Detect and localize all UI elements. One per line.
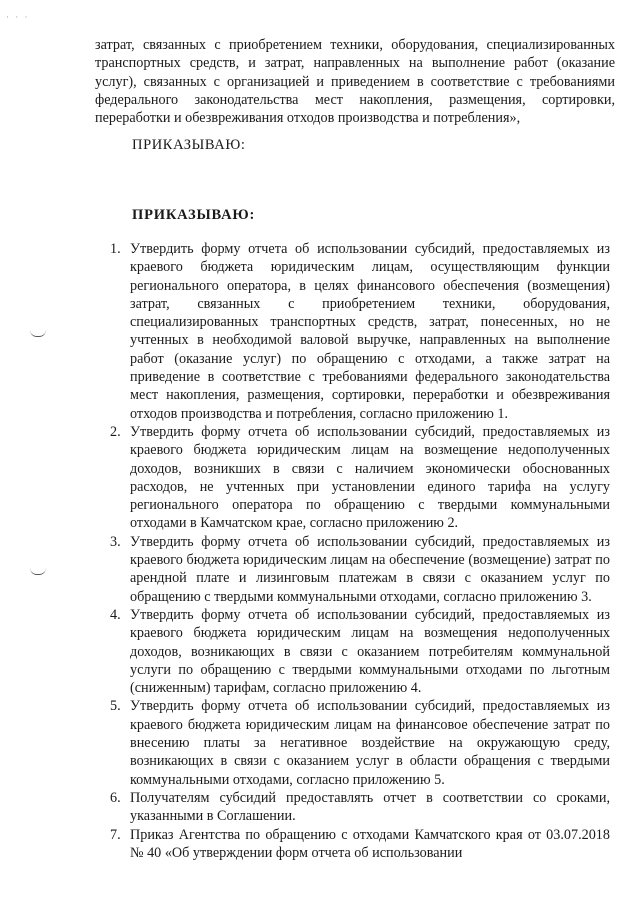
item-number: 4.: [110, 606, 121, 623]
item-text: Утвердить форму отчета об использовании субсидий, предоставляемых из краевого бюджета юридическим лицам на финансовое обеспечение затрат по внесению платы за негативное воздействие на окружающую среду, возникающих в связи с оказанием услуг в области обращения с твердыми коммунальными отходами, согласно приложению 5.: [130, 698, 610, 788]
item-number: 3.: [110, 533, 121, 550]
order-item: [0, 240, 640, 423]
order-item: [0, 826, 640, 863]
item-text: Утвердить форму отчета об использовании субсидий, предоставляемых из краевого бюджета юридическим лицам на возмещение недополученных доходов, возникших в связи с наличием экономически обоснованных расходов, не учтенных при установлении единого тарифа на услугу регионального оператора по обращению с твердыми коммунальными отходами в Камчатском крае, согласно приложению 2.: [130, 423, 610, 532]
scan-corner-marks: · · ·: [6, 12, 30, 22]
order-items-list: [0, 240, 640, 862]
item-number: 5.: [110, 698, 121, 715]
item-number: 6.: [110, 789, 121, 806]
item-text: Получателям субсидий предоставлять отчет в соответствии со сроками, указанными в Соглашении.: [130, 789, 610, 825]
intro-order-verb: ПРИКАЗЫВАЮ:: [132, 137, 246, 153]
item-text: Утвердить форму отчета об использовании субсидий, предоставляемых из краевого бюджета юридическим лицам на обеспечение (возмещение) затрат по арендной плате и лизинговым платежам в связи с оказанием услуг по обращению с твердыми коммунальными отходами, согласно приложению 3.: [130, 533, 610, 605]
item-text: Утвердить форму отчета об использовании субсидий, предоставляемых из краевого бюджета юридическим лицам на возмещения недополученных доходов, возникающих в связи с оказанием потребителям коммунальной услуги по обращению с твердыми коммунальными отходами по льготным (сниженным) тарифам, согласно приложению 4.: [130, 606, 610, 697]
order-item: [0, 606, 640, 697]
item-number: 2.: [110, 423, 121, 440]
item-text: Утвердить форму отчета об использовании субсидий, предоставляемых из краевого бюджета юридическим лицам, осуществляющим функции регионального оператора, в целях финансового обеспечения (возмещения) затрат, связанных с приобретением техники, оборудования, специализированных транспортных средств, затрат, понесенных, но не учтенных в необходимой валовой выручке, направленных на выполнение работ (оказание услуг) по обращению с отходами, а также затрат на приведение в соответствие с требованиями федерального законодательства мест накопления, размещения, сортировки, переработки и обезвреживания отходов производства и потребления, согласно приложению 1.: [130, 241, 610, 422]
order-item: [0, 423, 640, 533]
item-text: Приказ Агентства по обращению с отходами Камчатского края от 03.07.2018 № 40 «Об утверждении форм отчета об использовании: [130, 826, 610, 861]
order-item: [0, 533, 640, 606]
intro-paragraph: затрат, связанных с приобретением техники, оборудования, специализированных транспортных средств, и затрат, направленных на выполнение работ (оказание услуг), связанных с организацией и приведением в соответствие с требованиями федерального законодательства мест накопления, размещения, сортировки, переработки и обезвреживания отходов производства и потребления»,: [95, 37, 615, 127]
order-item: [0, 697, 640, 788]
item-number: 1.: [110, 241, 121, 257]
item-number: 7.: [110, 826, 121, 843]
order-item: [0, 789, 640, 826]
order-heading: ПРИКАЗЫВАЮ:: [132, 207, 256, 223]
